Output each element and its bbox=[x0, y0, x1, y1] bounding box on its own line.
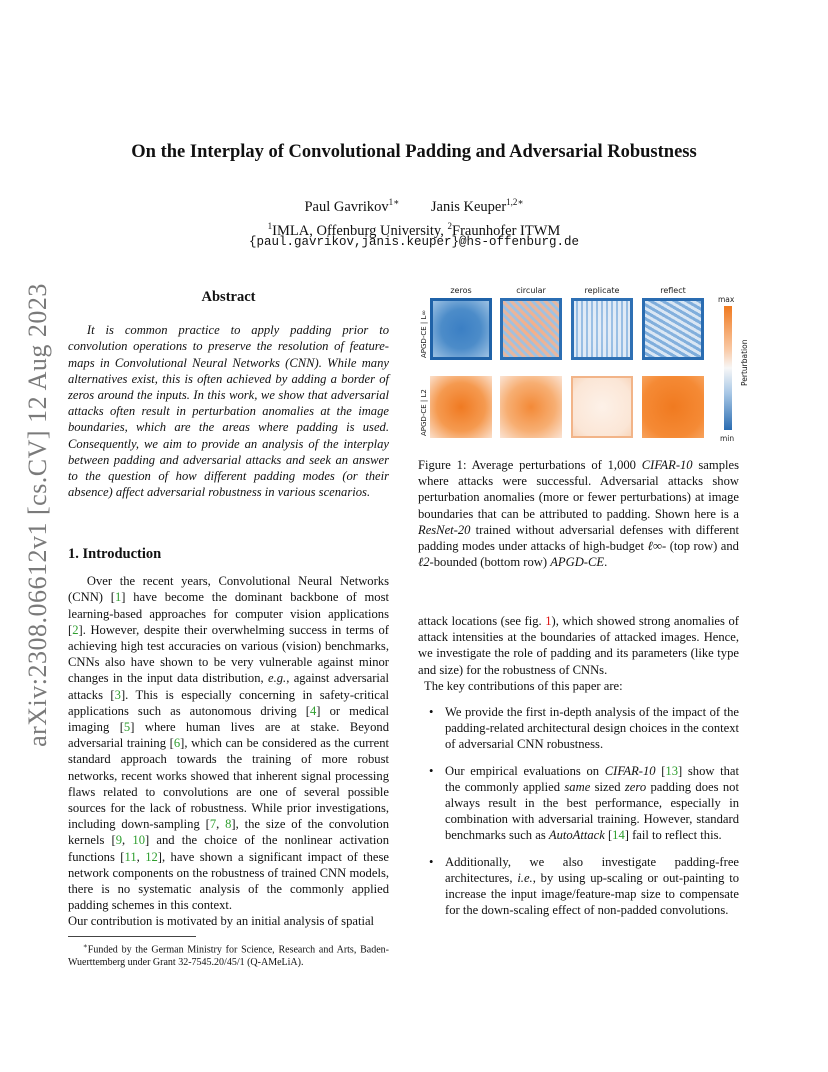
citation-link[interactable]: 10 bbox=[132, 833, 145, 848]
perturbation-map bbox=[642, 376, 704, 438]
perturbation-map bbox=[500, 298, 562, 360]
list-item: • Our empirical evaluations on CIFAR-10 [13] show that the commonly applied same sized zero padding does not always result in the best performance, especially in combination with adversarial training. However, standard benchmarks such as AutoAttack [14] fail to reflect this. bbox=[429, 763, 739, 843]
citation-link[interactable]: 11 bbox=[124, 849, 137, 864]
citation-link[interactable]: 5 bbox=[123, 720, 131, 735]
citation-link[interactable]: 8 bbox=[225, 817, 232, 832]
figure-column-label: circular bbox=[516, 286, 546, 295]
figure-column-label: zeros bbox=[450, 286, 472, 295]
intro-paragraph: Over the recent years, Convolutional Neural Networks (CNN) [1] have become the dominant backbone of most learning-based approaches for computer vision applications [2]. However, despite their overwhelming success in terms of achieving high test accuracies on various (vision) benchmarks, CNNs also have shown to be very vulnerable against minor changes in the input data distribution, e.g., against adversarial attacks [3]. This is especially concerning in safety-critical applications such as autonomous driving [4] or medical imaging [5] where human lives are at stake. Beyond adversarial training [6], which can be considered as the current standard approach towards the training of more robust networks, recent works showed that inherent signal processing flaws related to convolutions are one of several possible sources for the lack of robustness. While prior investigations, including down-sampling [7, 8], the size of the convolution kernels [9, 10] and the choice of the nonlinear activation functions [11, 12], have shown a significant impact of these network components on the robustness of trained CNN models, there is no systematic analysis of the commonly applied padding schemes in this context. bbox=[68, 574, 390, 913]
section-heading: 1. Introduction bbox=[68, 546, 162, 562]
right-column-text bbox=[418, 613, 739, 928]
arxiv-stamp: arXiv:2308.06612v1 [cs.CV] 12 Aug 2023 bbox=[23, 283, 52, 747]
perturbation-map bbox=[642, 298, 704, 360]
colorbar-title: Perturbation bbox=[740, 339, 749, 386]
citation-link[interactable]: 13 bbox=[665, 763, 679, 778]
body-paragraph: The key contributions of this paper are: bbox=[424, 678, 623, 693]
footnote: ∗Funded by the German Ministry for Science, Research and Arts, Baden-Wuerttemberg under Grant 32-7545.20/45/1 (Q-AMeLiA). bbox=[68, 942, 389, 969]
abstract-text: It is common practice to apply padding prior to convolution operations to preserve the resolution of feature-maps in Convolutional Neural Networks (CNN). While many alternatives exist, this is often achieved by adding a border of zeros around the inputs. In this work, we show that adversarial attacks often result in perturbation anomalies at the image boundaries, which are the areas where padding is used. Consequently, we aim to provide an analysis of the interplay between padding and adversarial attacks and seek an answer to the question of how different padding modes (or their absence) affect adversarial robustness in various scenarios. bbox=[68, 323, 389, 500]
figure-column-label: replicate bbox=[584, 286, 620, 295]
affiliations: $^1$IMLA, Offenburg University, $^2$Fraunhofer ITWM bbox=[267, 220, 561, 239]
introduction-section bbox=[68, 546, 389, 930]
figure-caption: Figure 1: Average perturbations of 1,000 CIFAR-10 samples where attacks were successful. Adversarial attacks show perturbation anomalies (more or fewer perturbations) at image boundaries that can be attributed to padding. Shown here is a ResNet-20 trained without adversarial defenses with different padding modes under attacks of high-budget ℓ∞- (top row) and ℓ2-bounded (bottom row) APGD-CE. bbox=[418, 458, 739, 570]
paper-title: On the Interplay of Convolutional Padding and Adversarial Robustness bbox=[131, 142, 697, 162]
citation-link[interactable]: 6 bbox=[173, 736, 181, 751]
author-name: Janis Keuper$^{1,2∗}$ bbox=[430, 197, 524, 215]
citation-link[interactable]: 3 bbox=[114, 687, 121, 702]
author-name: Paul Gavrikov$^{1∗}$ bbox=[304, 197, 400, 215]
colorbar bbox=[724, 306, 732, 430]
intro-paragraph: Our contribution is motivated by an initial analysis of spatial bbox=[68, 914, 375, 929]
body-paragraph: attack locations (see fig. 1), which showed strong anomalies of attack intensities at the boundaries of attacked images. Hence, we investigate the role of padding and its parameters (like type and size) for the robustness of CNNs. bbox=[418, 614, 739, 677]
citation-link[interactable]: 2 bbox=[72, 622, 79, 637]
list-item: • Additionally, we also investigate padding-free architectures, i.e., by using up-scaling or out-painting to increase the input image/feature-map size to compensate for the down-scaling effect of non-padded convolutions. bbox=[429, 854, 740, 918]
citation-link[interactable]: 7 bbox=[209, 817, 217, 832]
citation-link[interactable]: 9 bbox=[115, 833, 123, 848]
perturbation-map bbox=[430, 298, 492, 360]
abstract-section bbox=[68, 289, 389, 500]
perturbation-map bbox=[500, 376, 562, 438]
citation-link[interactable]: 14 bbox=[612, 828, 625, 843]
figure-1 bbox=[418, 286, 748, 446]
perturbation-map bbox=[430, 376, 492, 438]
colorbar-max-label: max bbox=[718, 295, 735, 304]
contribution-list bbox=[418, 704, 739, 918]
author-block bbox=[0, 193, 828, 241]
figure-link[interactable]: 1 bbox=[545, 614, 552, 628]
citation-link[interactable]: 4 bbox=[310, 703, 317, 718]
figure-row-label: APGD-CE | L∞ bbox=[420, 309, 428, 358]
citation-link[interactable]: 1 bbox=[114, 590, 122, 605]
abstract-heading: Abstract bbox=[201, 289, 256, 305]
figure-row-label: APGD-CE | L2 bbox=[420, 389, 428, 436]
author-email[interactable]: {paul.gavrikov,janis.keuper}@hs-offenburg.de bbox=[248, 235, 580, 249]
figure-column-label: reflect bbox=[660, 286, 686, 295]
perturbation-map bbox=[571, 298, 633, 360]
author-names bbox=[0, 193, 828, 217]
colorbar-min-label: min bbox=[720, 434, 735, 443]
list-item: • We provide the first in-depth analysis of the impact of the padding-related architectural design choices in the context of adversarial CNN robustness. bbox=[429, 705, 739, 752]
citation-link[interactable]: 12 bbox=[145, 849, 158, 864]
footnote-rule bbox=[68, 936, 196, 937]
perturbation-map bbox=[571, 376, 633, 438]
